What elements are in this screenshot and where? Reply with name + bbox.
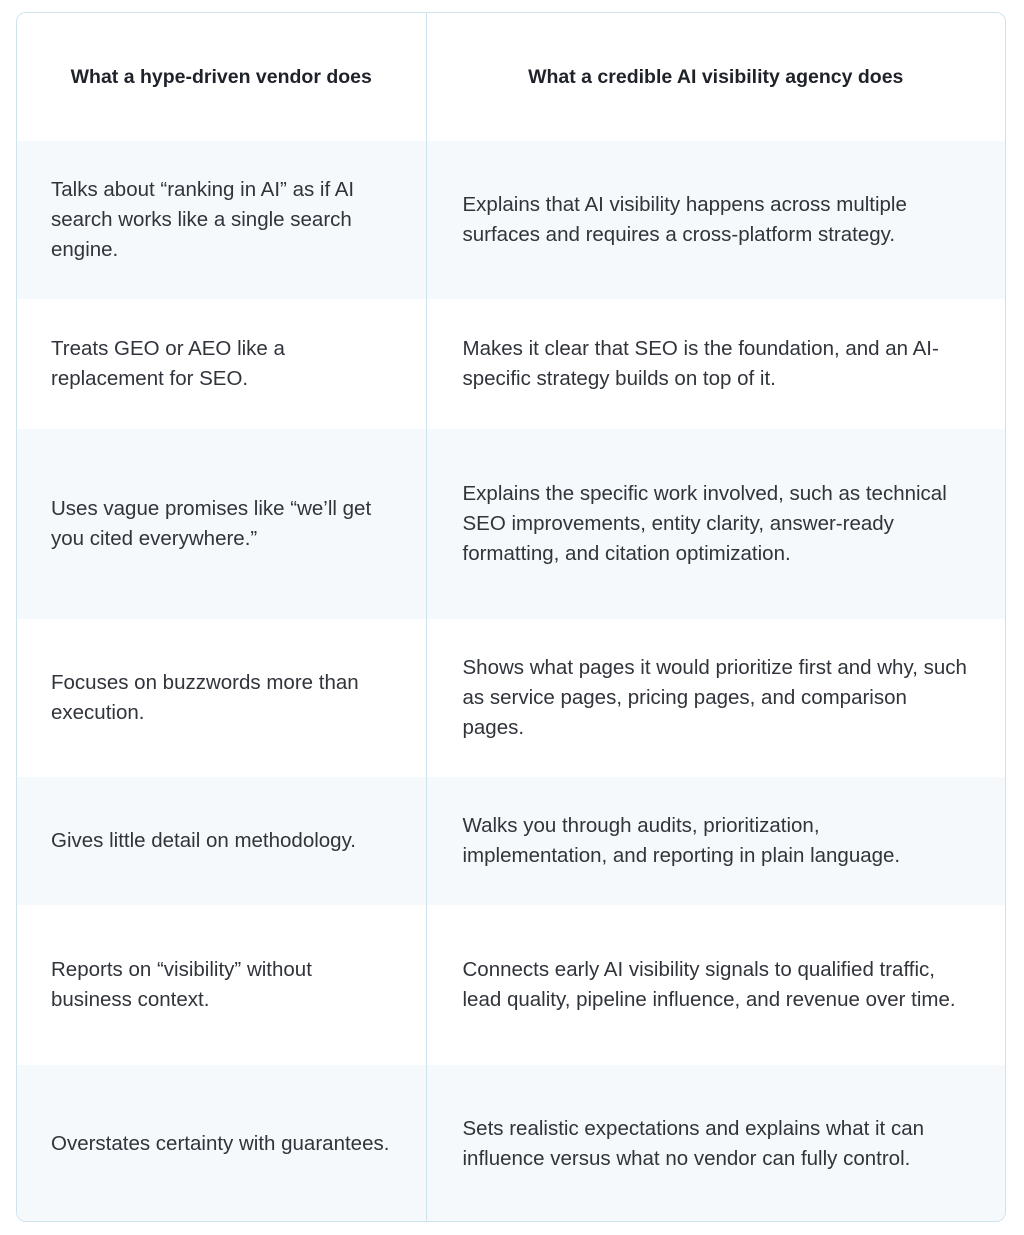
agency-cell: Shows what pages it would prioritize first and why, such as service pages, pricing pages, and comparison pages. <box>426 619 1005 777</box>
agency-cell: Explains that AI visibility happens across multiple surfaces and requires a cross-platform strategy. <box>426 141 1005 299</box>
header-hype-vendor: What a hype-driven vendor does <box>17 13 426 141</box>
header-credible-agency: What a credible AI visibility agency does <box>426 13 1005 141</box>
vendor-cell: Talks about “ranking in AI” as if AI search works like a single search engine. <box>17 141 426 299</box>
vendor-cell: Uses vague promises like “we’ll get you cited everywhere.” <box>17 429 426 619</box>
table-row <box>17 429 1005 619</box>
table-body <box>17 141 1005 1222</box>
comparison-table <box>16 12 1006 1222</box>
vendor-cell: Gives little detail on methodology. <box>17 777 426 905</box>
agency-cell: Sets realistic expectations and explains what it can influence versus what no vendor can fully control. <box>426 1065 1005 1222</box>
agency-cell: Walks you through audits, prioritization, implementation, and reporting in plain language. <box>426 777 1005 905</box>
vendor-cell: Treats GEO or AEO like a replacement for SEO. <box>17 299 426 429</box>
vendor-cell: Focuses on buzzwords more than execution. <box>17 619 426 777</box>
table-row <box>17 905 1005 1065</box>
vendor-cell: Overstates certainty with guarantees. <box>17 1065 426 1222</box>
agency-cell: Explains the specific work involved, such as technical SEO improvements, entity clarity, answer-ready formatting, and citation optimization. <box>426 429 1005 619</box>
table-row <box>17 777 1005 905</box>
table-row <box>17 1065 1005 1222</box>
agency-cell: Connects early AI visibility signals to qualified traffic, lead quality, pipeline influence, and revenue over time. <box>426 905 1005 1065</box>
table-row <box>17 299 1005 429</box>
header-row <box>17 13 1005 141</box>
comparison-table-grid <box>17 13 1005 1222</box>
vendor-cell: Reports on “visibility” without business context. <box>17 905 426 1065</box>
table-row <box>17 141 1005 299</box>
table-row <box>17 619 1005 777</box>
agency-cell: Makes it clear that SEO is the foundation, and an AI-specific strategy builds on top of it. <box>426 299 1005 429</box>
table-header <box>17 13 1005 141</box>
